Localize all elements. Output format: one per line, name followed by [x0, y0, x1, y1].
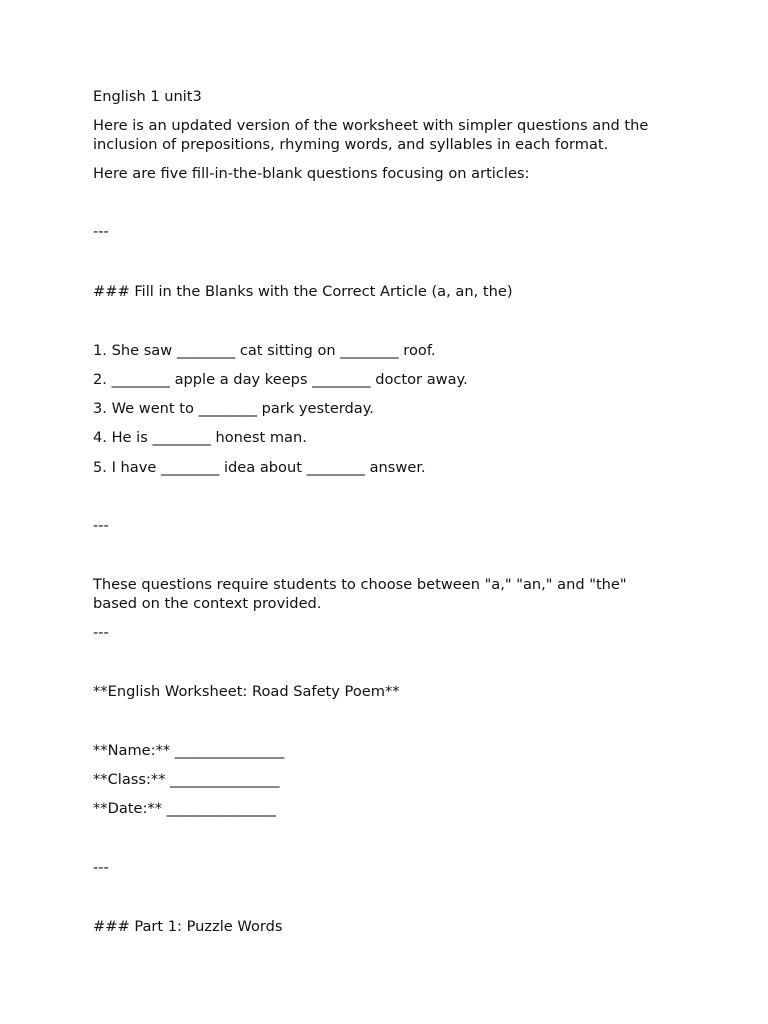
separator: ---: [93, 223, 109, 240]
question-item: 3. We went to ________ park yesterday.: [93, 400, 374, 417]
separator: ---: [93, 517, 109, 534]
section-title-articles: ### Fill in the Blanks with the Correct Article (a, an, the): [93, 283, 513, 300]
name-field: **Name:** _______________: [93, 742, 285, 759]
class-field: **Class:** _______________: [93, 771, 280, 788]
intro-paragraph: Here is an updated version of the worksheet with simpler questions and the inclusion of prepositions, rhyming words, and syllables in each format.: [93, 117, 649, 153]
separator: ---: [93, 859, 109, 876]
date-field: **Date:** _______________: [93, 800, 277, 817]
note-paragraph: These questions require students to choose between "a," "an," and "the" based on the context provided.: [93, 576, 627, 612]
document-heading: English 1 unit3: [93, 88, 202, 105]
intro-paragraph-2: Here are five fill-in-the-blank questions focusing on articles:: [93, 165, 530, 182]
separator: ---: [93, 624, 109, 641]
part1-title: ### Part 1: Puzzle Words: [93, 918, 283, 935]
question-item: 2. ________ apple a day keeps ________ doctor away.: [93, 371, 468, 388]
worksheet-title: **English Worksheet: Road Safety Poem**: [93, 683, 400, 700]
question-item: 4. He is ________ honest man.: [93, 429, 307, 446]
question-item: 5. I have ________ idea about ________ answer.: [93, 459, 426, 476]
question-item: 1. She saw ________ cat sitting on ________ roof.: [93, 342, 436, 359]
